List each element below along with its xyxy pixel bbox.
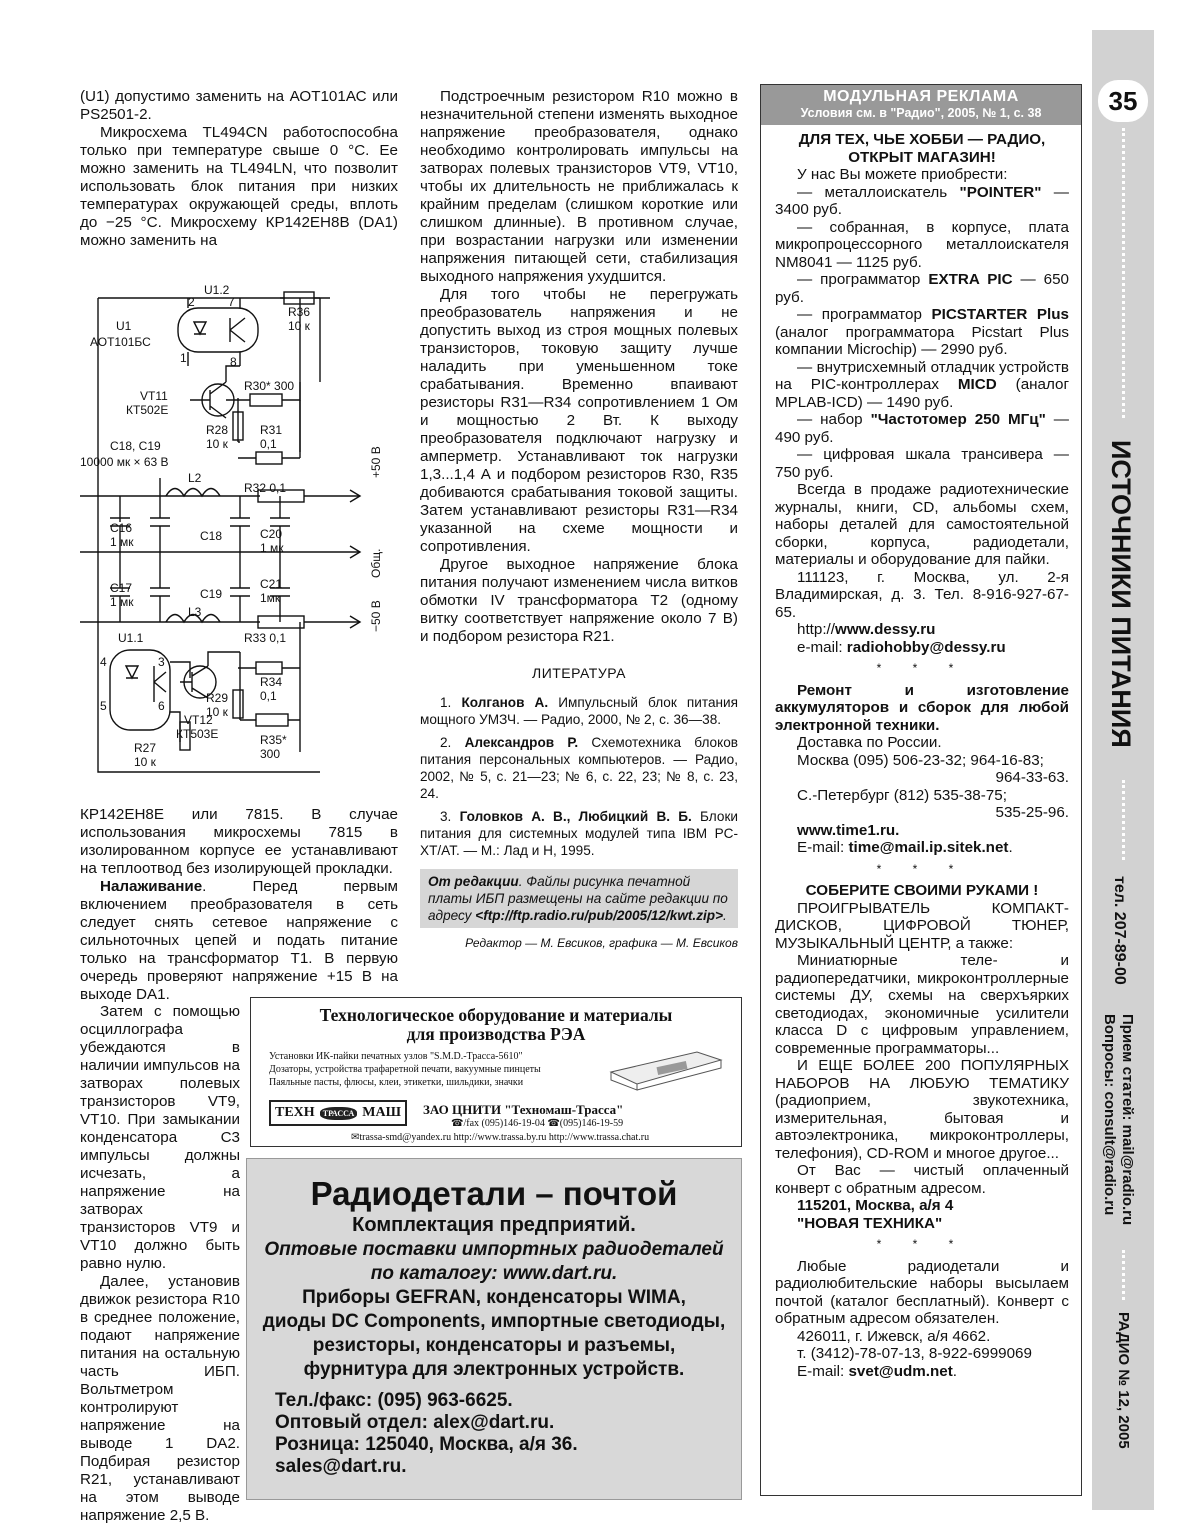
t: — 490 руб.: [775, 411, 1069, 446]
ad-email[interactable]: [775, 839, 1069, 857]
t: radiohobby@dessy.ru: [846, 638, 1006, 656]
ad-text: резисторы, конденсаторы и разъемы,: [312, 1335, 676, 1356]
paragraph: Подстроечным резистором R10 можно в незначительной степени изменять выходное напряжение преобразователя, однако необходимо контролировать импульсы на затворах полевых транзисторов VT9, VT10, чтобы их длительность не приближалась к крайним пределам (слишком короткие или слишком длинные). В противном случае, при возрастании нагрузки или изменении напряжения питающей сети, стабилизация выходного напряжения ухудшится.: [420, 88, 738, 285]
ad-lines: [269, 1050, 599, 1089]
author: Головков А. В., Любицкий В. Б.: [459, 809, 692, 824]
ad-subheadline: Комплектация предприятий.: [352, 1214, 636, 1236]
separator: * * *: [876, 661, 968, 675]
t: — 650 руб.: [775, 271, 1070, 306]
paragraph: Другое выходное напряжение блока питания получают изменением числа витков обмотки IV трансформатора Т2 (одному витку соответствует напряжение около 7 В) и подбором резистора R21.: [420, 556, 738, 645]
ad-line: От Вас — чистый оплаченный конверт с обратным адресом.: [775, 1162, 1069, 1197]
ad-title: Ремонт и изготовление аккумуляторов и сборок для любой электронной техники.: [775, 681, 1069, 734]
schematic-label: С18, С19: [110, 439, 161, 453]
header-subtitle: Условия см. в "Радио", 2005, № 1, с. 38: [800, 106, 1042, 120]
schematic-label: R31: [260, 423, 283, 437]
schematic-label: 4: [100, 655, 107, 669]
schematic-label: 8: [230, 355, 237, 369]
t: (аналог программатора Picstart Plus компании Microchip) — 2990 руб.: [775, 323, 1069, 358]
ad-title-line: Технологическое оборудование и материалы: [319, 1005, 673, 1025]
paragraph-text: . Перед первым включением преобразователя в сеть следует снять сетевое напряжение с сильноточных цепей и подать питание только на трансформатор Т1. В первую очередь проверяют напряжение +15 В на выходе DA1.: [80, 878, 398, 1003]
t: http://: [797, 621, 835, 638]
ad-contact: Розница: 125040, Москва, а/я 36.: [275, 1434, 578, 1455]
ad-line: 111123, г. Москва, ул. 2-я Владимирская, д. 3. Тел. 8-916-927-67-65.: [775, 568, 1069, 621]
ad-email[interactable]: [775, 1363, 1069, 1381]
paragraph: КР142ЕН8Е или 7815. В случае использования микросхемы 7815 в изолированном корпусе ее устанавливают на теплоотвод без изолирующей прокладки.: [80, 806, 398, 877]
literature-item: [420, 734, 738, 802]
schematic-label: R32 0,1: [244, 481, 287, 495]
paragraph: Затем с помощью осциллографа убеждаются в наличии импульсов на затворах полевых транзисторов VT9, VT10. При замыкании конденсатора С3 импульсы должны исчезать, а напряжение на затворах транзисторов VT9 и VT10 должно быть равно нулю.: [80, 1003, 240, 1272]
ad-line: И ЕЩЕ БОЛЕЕ 200 ПОПУЛЯРНЫХ НАБОРОВ НА ЛЮБУЮ ТЕМАТИКУ (радиоприем, звукотехника, измерительная, бытовая и автоэлектроника, микроконтроллеры, телефония), CD-ROM и многое другое...: [775, 1057, 1069, 1162]
ad-line: т. (3412)-78-07-13, 8-922-6999069: [797, 1345, 1032, 1362]
ad-email[interactable]: [775, 639, 1069, 657]
t: www.dessy.ru: [835, 621, 936, 638]
schematic-label: 1мк: [260, 591, 281, 605]
ad-line: У нас Вы можете приобрести:: [797, 166, 1008, 183]
column-1-middle: [80, 806, 398, 1004]
t: EXTRA PIC: [928, 271, 1013, 288]
column-1-bottom: [80, 1003, 240, 1525]
ad-line: 964-33-63.: [995, 769, 1069, 786]
t: E-mail:: [797, 839, 849, 856]
ad-line: 115201, Москва, а/я 4: [797, 1197, 954, 1214]
t: — программатор: [797, 271, 929, 288]
schematic-label: R29: [206, 691, 229, 705]
ad-line: [775, 411, 1069, 446]
ad-line: Всегда в продаже радиотехнические журналы, книги, CD, альбомы схем, наборы деталей для самостоятельной сборки, корпуса, радиодетали, материалы и оборудование для пайки.: [775, 481, 1069, 568]
column-2: [420, 88, 738, 952]
t: — металлоискатель: [797, 183, 960, 201]
ad-line: Дозаторы, устройства трафаретной печати, вакуумные пинцеты: [269, 1064, 541, 1075]
schematic-label: КТ503Е: [176, 727, 219, 741]
note-end: .: [723, 908, 727, 923]
schematic-label: 1 мк: [260, 541, 284, 555]
t: — 3400 руб.: [775, 183, 1069, 218]
dotted-divider: [1122, 780, 1125, 860]
ad-phones: ☎/fax (095)146-19-04 ☎(095)146-19-59: [451, 1118, 624, 1129]
ad-contacts: [275, 1390, 741, 1478]
ad-line: Доставка по России.: [797, 734, 942, 751]
modular-ads-header: [761, 85, 1081, 125]
technomash-logo: [269, 1100, 407, 1126]
contacts-line: Прием статей: mail@radio.ru: [1119, 1014, 1136, 1226]
schematic-label: 10 к: [206, 705, 228, 719]
logo-text: МАШ: [362, 1105, 401, 1120]
schematic-label: Общ.: [369, 548, 383, 578]
t: svet@udm.net: [848, 1362, 953, 1380]
schematic-label: VT12: [184, 713, 213, 727]
ref: Схемотехника блоков питания персональных компьютеров. — Радио, 2002, № 5, с. 21—23; № 6, с. 22, 23; № 8, с. 23, 24.: [420, 735, 738, 801]
schematic-label: 1: [180, 351, 187, 365]
schematic-label: С20: [260, 527, 283, 541]
num: 1.: [440, 695, 462, 710]
ad-line: 535-25-96.: [995, 804, 1069, 821]
bold-term: Налаживание: [100, 878, 203, 895]
modular-ads-body: [761, 125, 1081, 1380]
credits: Редактор — М. Евсиков, графика — М. Евсиков: [465, 936, 738, 950]
literature-item: [420, 808, 738, 859]
dotted-divider: [1122, 1250, 1125, 1300]
literature-title: ЛИТЕРАТУРА: [532, 665, 626, 681]
ad-contact: sales@dart.ru.: [275, 1456, 407, 1477]
ad-line: Миниатюрные теле- и радиопередатчики, микроконтроллерные системы ДУ, схемы на сверхъярких светодиодах, экономичные усилители класса D с цифровым управлением, современные программаторы...: [775, 952, 1069, 1057]
num: 2.: [440, 735, 465, 750]
schematic-label: КТ502Е: [126, 403, 169, 417]
schematic-label: VT11: [140, 389, 168, 403]
t: — программатор: [797, 306, 932, 323]
ref: Блоки питания для системных модулей типа IBM PC-XT/AT. — М.: Лад и Н, 1995.: [420, 809, 738, 858]
schematic-label: 7: [228, 295, 235, 309]
ad-line: — собранная, в корпусе, плата микропроцессорного металлоискателя NM8041 — 1125 руб.: [775, 218, 1069, 271]
ad-line: [775, 271, 1069, 306]
schematic-label: 3: [158, 655, 165, 669]
ad-line: Москва (095) 506-23-32; 964-16-83;: [797, 751, 1044, 769]
ad-line: С.-Петербург (812) 535-38-75;: [797, 786, 1007, 804]
schematic-label: 0,1: [260, 437, 277, 451]
ad-company: ЗАО ЦНИТИ "Техномаш-Трасса": [423, 1102, 624, 1117]
schematic-label: 300: [260, 747, 281, 761]
ad-contact: Оптовый отдел: alex@dart.ru.: [275, 1412, 555, 1433]
note-text: . Файлы рисунка печатной платы ИБП размещены на сайте редакции по адресу: [428, 874, 728, 923]
ad-contact: Тел./факс: (095) 963-6625.: [275, 1390, 513, 1411]
machine-icon: [607, 1042, 725, 1092]
schematic-label: L2: [188, 471, 202, 485]
t: "POINTER": [959, 183, 1042, 201]
schematic-label: 2: [188, 295, 195, 309]
ad-text: диоды DC Components, импортные светодиоды,: [262, 1311, 726, 1332]
t: — внутрисхемный отладчик устройств на PIC-контроллерах: [775, 358, 1069, 393]
ad-line: "НОВАЯ ТЕХНИКА": [797, 1214, 943, 1232]
literature-item: [420, 694, 738, 728]
schematic-label: 6: [158, 699, 165, 713]
ad-title: [251, 1006, 741, 1044]
ad-title: СОБЕРИТЕ СВОИМИ РУКАМИ !: [805, 882, 1039, 899]
schematic-label: С17: [110, 581, 133, 595]
ad-link[interactable]: [775, 621, 1069, 639]
header-title: МОДУЛЬНАЯ РЕКЛАМА: [823, 88, 1019, 105]
schematic-label: С18: [200, 529, 223, 543]
schematic-label: 1 мк: [110, 535, 134, 549]
ad-text: по каталогу: www.dart.ru.: [370, 1263, 618, 1284]
paragraph: (U1) допустимо заменить на АОТ101АС или PS2501-2.: [80, 88, 398, 123]
logo-text: ТРАССА: [320, 1107, 358, 1120]
schematic-label: R30* 300: [244, 379, 295, 393]
section-title: ИСТОЧНИКИ ПИТАНИЯ: [1106, 440, 1136, 748]
t: PICSTARTER Plus: [931, 306, 1069, 323]
schematic-label: +50 В: [369, 446, 383, 478]
t: .: [952, 1362, 957, 1380]
ad-text: Оптовые поставки импортных радиодеталей: [264, 1239, 724, 1260]
phone: тел. 207-89-00: [1111, 876, 1128, 985]
schematic-label: U1: [116, 319, 132, 333]
ad-technomash: [250, 997, 742, 1147]
schematic-label: L3: [188, 605, 202, 619]
ad-title-line: для производства РЭА: [406, 1024, 586, 1044]
ad-link[interactable]: www.time1.ru.: [797, 821, 900, 839]
issue-info: РАДИО № 12, 2005: [1115, 1312, 1132, 1449]
schematic-label: 10 к: [288, 319, 310, 333]
schematic-label: С19: [200, 587, 223, 601]
ad-line: — цифровая шкала трансивера — 750 руб.: [775, 446, 1069, 481]
schematic-label: 1 мк: [110, 595, 134, 609]
page-number: 35: [1098, 80, 1148, 122]
ad-headline: Радиодетали – почтой: [310, 1175, 678, 1212]
schematic-label: 10 к: [206, 437, 228, 451]
ad-title: ДЛЯ ТЕХ, ЧЬЕ ХОББИ — РАДИО, ОТКРЫТ МАГАЗИН!: [798, 131, 1046, 166]
ref: Импульсный блок питания мощного УМЗЧ. — Радио, 2000, № 2, с. 36—38.: [420, 695, 738, 727]
ad-line: 426011, г. Ижевск, а/я 4662.: [797, 1327, 991, 1345]
ad-line: [775, 306, 1069, 359]
t: E-mail:: [797, 1362, 849, 1380]
schematic-label: 10000 мк × 63 В: [80, 455, 169, 469]
t: "Частотомер 250 МГц": [870, 411, 1046, 428]
schematic-label: 10 к: [134, 755, 156, 769]
ad-line: [775, 184, 1069, 219]
ad-dart: [246, 1158, 742, 1500]
schematic-label: R33 0,1: [244, 631, 287, 645]
t: MICD: [957, 376, 997, 393]
schematic-label: R35*: [260, 733, 287, 747]
ad-line: Любые радиодетали и радиолюбительские наборы высылаем почтой (каталог бесплатный). Конверт с обратным адресом обязателен.: [775, 1257, 1069, 1327]
note-label: От редакции: [428, 874, 519, 889]
schematic-label: R34: [260, 675, 283, 689]
schematic-label: С21: [260, 577, 283, 591]
schematic-label: 0,1: [260, 689, 277, 703]
note-link[interactable]: <ftp://ftp.radio.ru/pub/2005/12/kwt.zip>: [475, 908, 724, 923]
ad-line: ПРОИГРЫВАТЕЛЬ КОМПАКТ-ДИСКОВ, ЦИФРОВОЙ ТЮНЕР, МУЗЫКАЛЬНЫЙ ЦЕНТР, а также:: [775, 899, 1069, 952]
t: (аналог MPLAB-ICD) — 1490 руб.: [775, 376, 1069, 411]
ad-text: Приборы GEFRAN, конденсаторы WIMA,: [302, 1287, 686, 1308]
schematic-label: R27: [134, 741, 157, 755]
schematic-label: С16: [110, 521, 133, 535]
t: time@mail.ip.sitek.net: [848, 839, 1009, 856]
ad-line: Паяльные пасты, флюсы, клеи, этикетки, шильдики, значки: [269, 1077, 524, 1088]
paragraph: Далее, установив движок резистора R10 в среднее положение, подают напряжение питания на остальную часть ИБП. Вольтметром контролируют напряжение на выводе 1 DA2. Подбирая резистор R21, устанавливают на этом выводе напряжение 2,5 В.: [80, 1273, 240, 1524]
ad-text: фурнитура для электронных устройств.: [303, 1359, 685, 1380]
ad-contacts: ✉trassa-smd@yandex.ru http://www.trassa.by.ru http://www.trassa.chat.ru: [351, 1132, 650, 1143]
editorial-note: [420, 869, 738, 928]
schematic-label: −50 В: [369, 600, 383, 632]
contacts-line: Вопросы: consult@radio.ru: [1101, 1014, 1118, 1216]
schematic-label: U1.1: [118, 631, 144, 645]
paragraph: Для того чтобы не перегружать преобразователь напряжения и не допустить выход из строя мощных полевых транзисторов, токовую защиту лучше наладить при уменьшенном токе срабатывания. Временно впаивают резисторы R31—R34 сопротивлением 1 Ом и мощностью 2 Вт. К выходу преобразователя подключают нагрузку и амперметр. Устанавливают ток нагрузки 1,3...1,4 А и подбором резисторов R30, R35 добиваются срабатывания токовой защиты. Затем устанавливают резисторы R31—R34 указанной на схеме мощности и сопротивления.: [420, 286, 738, 555]
t: e-mail:: [797, 638, 847, 656]
separator: * * *: [876, 861, 968, 876]
circuit-schematic: [80, 282, 410, 782]
t: — набор: [797, 411, 871, 428]
ad-line: Установки ИК-пайки печатных узлов "S.M.D.-Трасса-5610": [269, 1051, 523, 1062]
paragraph: [80, 878, 398, 1004]
num: 3.: [440, 809, 460, 824]
schematic-label: R36: [288, 305, 311, 319]
author: Александров Р.: [464, 735, 579, 750]
schematic-label: R28: [206, 423, 229, 437]
paragraph: Микросхема TL494CN работоспособна только при температуре свыше 0 °С. Ее можно заменить на TL494LN, что позволит использовать блок питания при низких температурах окружающей среды, вплоть до −25 °С. Микросхему КР142ЕН8В (DA1) можно заменить на: [80, 124, 398, 249]
t: .: [1008, 839, 1013, 856]
modular-ads: [760, 84, 1082, 1496]
column-1-top: [80, 88, 398, 250]
separator: * * *: [876, 1237, 968, 1251]
schematic-label: 5: [100, 699, 107, 713]
ad-line: [775, 359, 1069, 412]
schematic-label: АОТ101БС: [90, 335, 151, 349]
logo-text: ТЕХН: [275, 1105, 315, 1120]
schematic-label: U1.2: [204, 283, 230, 297]
author: Колганов А.: [461, 695, 549, 710]
literature-list: [420, 694, 738, 859]
dotted-divider: [1122, 128, 1125, 418]
